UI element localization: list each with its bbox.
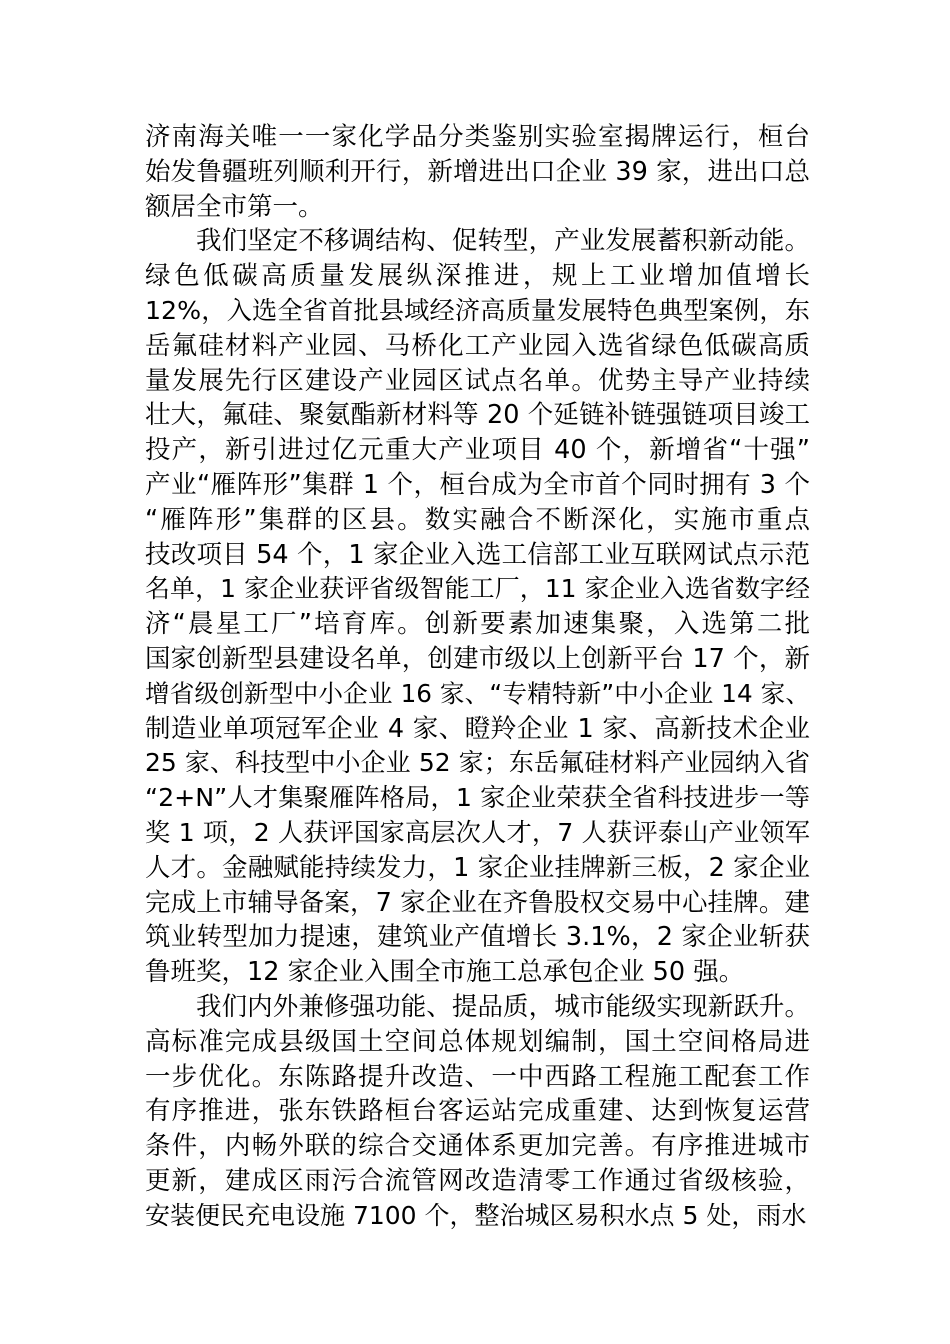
text-line: 人才。金融赋能持续发力，1 家企业挂牌新三板，2 家企业	[145, 852, 810, 883]
text-line: 安装便民充电设施 7100 个，整治城区易积水点 5 处，雨水	[145, 1200, 807, 1230]
text-line: 济“晨星工厂”培育库。创新要素加速集聚，入选第二批	[145, 609, 810, 640]
text-line: “雁阵形”集群的区县。数实融合不断深化，实施市重点	[145, 504, 810, 535]
text-line: 量发展先行区建设产业园区试点名单。优势主导产业持续	[145, 365, 810, 396]
text-line: 更新，建成区雨污合流管网改造清零工作通过省级核验，	[145, 1165, 810, 1196]
text-line: 我们内外兼修强功能、提品质，城市能级实现新跃升。	[196, 991, 810, 1022]
text-line: 12%，入选全省首批县域经济高质量发展特色典型案例，东	[145, 295, 810, 325]
text-line: 绿色低碳高质量发展纵深推进，规上工业增加值增长	[145, 261, 810, 292]
text-line: 我们坚定不移调结构、促转型，产业发展蓄积新动能。	[196, 226, 810, 257]
text-line: 奖 1 项，2 人获评国家高层次人才，7 人获评泰山产业领军	[145, 817, 810, 847]
text-line: 一步优化。东陈路提升改造、一中西路工程施工配套工作	[145, 1061, 810, 1092]
paragraph	[145, 990, 810, 1234]
text-line: 产业“雁阵形”集群 1 个，桓台成为全市首个同时拥有 3 个	[145, 469, 810, 500]
paragraph	[145, 224, 810, 990]
text-line: 鲁班奖，12 家企业入围全市施工总承包企业 50 强。	[145, 957, 745, 988]
text-line: 名单，1 家企业获评省级智能工厂，11 家企业入选省数字经	[145, 574, 810, 604]
text-line: 技改项目 54 个，1 家企业入选工信部工业互联网试点示范	[145, 539, 810, 570]
text-line: 制造业单项冠军企业 4 家、瞪羚企业 1 家、高新技术企业	[145, 713, 810, 744]
body-text	[145, 120, 810, 1234]
text-line: 有序推进，张东铁路桓台客运站完成重建、达到恢复运营	[145, 1096, 810, 1127]
paragraph	[145, 120, 810, 224]
text-line: 25 家、科技型中小企业 52 家；东岳氟硅材料产业园纳入省	[145, 748, 810, 778]
text-line: 条件，内畅外联的综合交通体系更加完善。有序推进城市	[145, 1131, 810, 1162]
text-line: 壮大，氟硅、聚氨酯新材料等 20 个延链补链强链项目竣工	[145, 400, 810, 431]
text-line: 增省级创新型中小企业 16 家、“专精特新”中小企业 14 家、	[145, 678, 810, 708]
text-line: 完成上市辅导备案，7 家企业在齐鲁股权交易中心挂牌。建	[145, 887, 810, 918]
text-line: 岳氟硅材料产业园、马桥化工产业园入选省绿色低碳高质	[145, 330, 810, 361]
text-line: 投产，新引进过亿元重大产业项目 40 个，新增省“十强”	[145, 435, 810, 466]
text-line: 济南海关唯一一家化学品分类鉴别实验室揭牌运行，桓台	[145, 122, 810, 152]
text-line: 筑业转型加力提速，建筑业产值增长 3.1%，2 家企业斩获	[145, 922, 810, 953]
text-line: “2+N”人才集聚雁阵格局，1 家企业荣获全省科技进步一等	[145, 783, 810, 813]
text-line: 始发鲁疆班列顺利开行，新增进出口企业 39 家，进出口总	[145, 156, 810, 187]
text-line: 国家创新型县建设名单，创建市级以上创新平台 17 个，新	[145, 643, 810, 674]
text-line: 高标准完成县级国土空间总体规划编制，国土空间格局进	[145, 1026, 810, 1057]
text-line: 额居全市第一。	[145, 191, 324, 222]
